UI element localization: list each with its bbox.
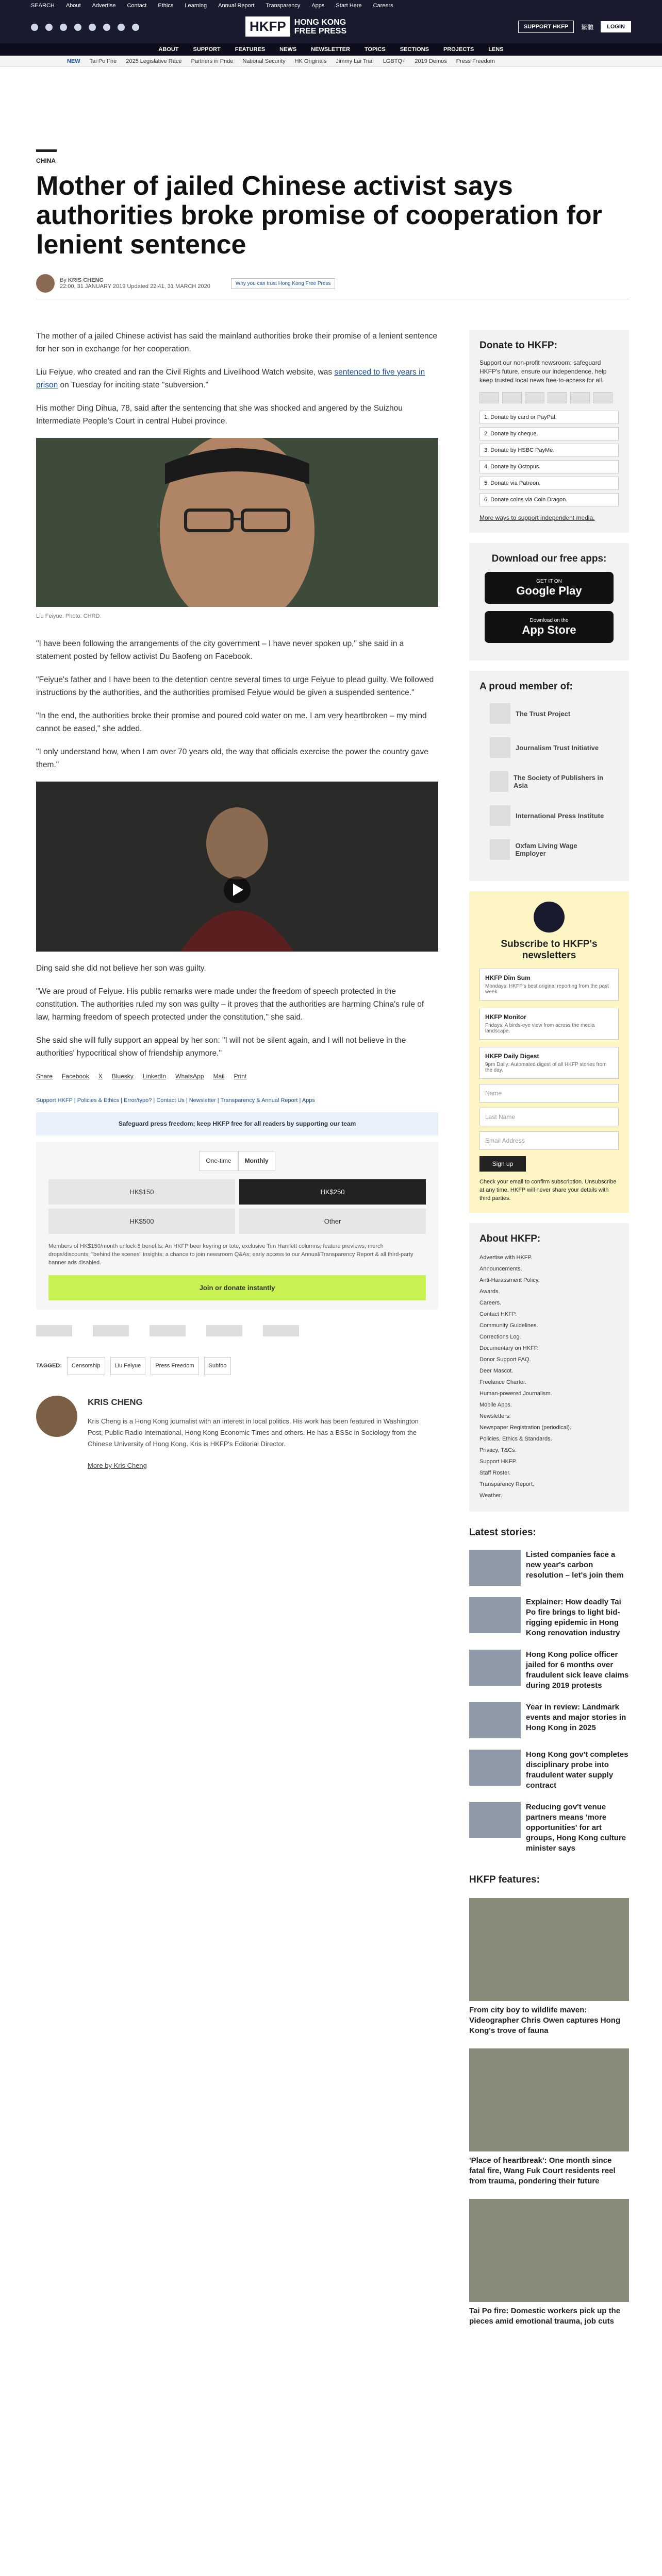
partner-logo — [150, 1325, 186, 1336]
share-mail[interactable]: Mail — [213, 1073, 225, 1080]
paragraph: "In the end, the authorities broke their promise and poured cold water on me. I am very heartbroken – my mind cannot be eased," she added. — [36, 711, 427, 733]
about-link[interactable]: Anti-Harassment Policy. — [479, 1277, 540, 1283]
member-logo[interactable]: International Press Institute — [490, 803, 608, 828]
trending-item[interactable]: Press Freedom — [456, 58, 495, 64]
topbar-item[interactable]: Advertise — [92, 3, 116, 9]
feature-item[interactable]: From city boy to wildlife maven: Videographer Chris Owen captures Hong Kong's trove of fauna — [469, 1898, 629, 2036]
nav-item[interactable]: SUPPORT — [193, 46, 221, 53]
topbar-item[interactable]: Transparency — [266, 3, 301, 9]
author-bio — [36, 1396, 438, 1482]
instagram-icon[interactable] — [60, 24, 67, 31]
paragraph: "We are proud of Feiyue. His public remarks were made under the freedom of speech protected in the constitution. The authorities ruled my son was guilty – it proves that the authorities are harming China's rule of law, harming freedom of speech protected under the constitution," she said. — [36, 987, 424, 1022]
partner-logo — [263, 1325, 299, 1336]
about-link[interactable]: Donor Support FAQ. — [479, 1357, 531, 1363]
feature-item[interactable]: 'Place of heartbreak': One month since fatal fire, Wang Fuk Court residents reel from trauma, pondering their future — [469, 2048, 629, 2187]
author-name[interactable]: KRIS CHENG — [88, 1397, 143, 1407]
about-link[interactable]: Community Guidelines. — [479, 1323, 538, 1329]
partner-logos — [36, 1325, 438, 1336]
trending-item[interactable]: LGBTQ+ — [383, 58, 406, 64]
header-actions — [518, 21, 631, 33]
support-button[interactable]: SUPPORT HKFP — [518, 21, 574, 33]
about-link[interactable]: Newspaper Registration (periodical). — [479, 1425, 571, 1431]
tag[interactable]: Subfoo — [204, 1357, 231, 1375]
frequency-toggle — [48, 1151, 426, 1171]
topbar-item[interactable]: Start Here — [336, 3, 362, 9]
more-by-author[interactable]: More by Kris Cheng — [88, 1462, 147, 1469]
tag[interactable]: Press Freedom — [151, 1357, 198, 1375]
category-label[interactable]: CHINA — [36, 157, 56, 164]
topbar-item[interactable]: About — [65, 3, 81, 9]
byline-text: By KRIS CHENG 22:00, 31 JANUARY 2019 Updated 22:41, 31 MARCH 2020 — [60, 277, 210, 290]
nav-item[interactable]: FEATURES — [235, 46, 266, 53]
features-box — [469, 1874, 629, 2327]
share-facebook[interactable]: Facebook — [62, 1073, 89, 1080]
monthly-option[interactable]: Monthly — [238, 1151, 275, 1171]
donate-text: Support our non-profit newsroom: safeguard HKFP's future, ensure our independence, help keep trusted local news free-to-access for all. — [479, 359, 607, 384]
payment-logo — [570, 392, 590, 403]
amount-option[interactable]: Other — [239, 1209, 426, 1234]
logo-words: HONG KONG FREE PRESS — [294, 18, 347, 36]
payment-logo — [525, 392, 544, 403]
about-link[interactable]: Privacy, T&Cs. — [479, 1447, 517, 1453]
tag-list — [36, 1357, 438, 1375]
linkedin-icon[interactable] — [103, 24, 110, 31]
nav-item[interactable]: TOPICS — [364, 46, 386, 53]
last-name-input[interactable]: Last Name — [479, 1108, 619, 1126]
author-link[interactable]: KRIS CHENG — [68, 277, 104, 283]
partner-logo — [93, 1325, 129, 1336]
share-whatsapp[interactable]: WhatsApp — [175, 1073, 204, 1080]
apps-box — [469, 543, 629, 660]
signup-button[interactable]: Sign up — [479, 1156, 526, 1172]
article-title: Mother of jailed Chinese activist says authorities broke promise of cooperation for lenient sentence — [36, 171, 602, 260]
amount-option[interactable]: HK$250 — [239, 1179, 426, 1205]
paragraph: The mother of a jailed Chinese activist has said the mainland authorities broke their promise of a lenient sentence for her son in exchange for her cooperation. — [36, 332, 438, 353]
category-rule — [36, 149, 57, 152]
latest-item[interactable]: Listed companies face a new year's carbon resolution – let's join them — [469, 1550, 629, 1586]
nav-item[interactable]: NEWSLETTER — [311, 46, 350, 53]
latest-item[interactable]: Hong Kong police officer jailed for 6 months over fraudulent sick leave claims during 2019 protests — [469, 1650, 629, 1691]
author-description: Kris Cheng is a Hong Kong journalist with an interest in local politics. His work has been featured in Washington Post, Public Radio International, Hong Kong Economic Times and others. He has a BSSc in Sociology from the Chinese University of Hong Kong. Kris is HKFP's Editorial Director. — [88, 1417, 419, 1448]
tag[interactable]: Censorship — [67, 1357, 105, 1375]
about-link[interactable]: Freelance Charter. — [479, 1379, 527, 1385]
google-play-badge[interactable]: GET IT ON Google Play — [485, 572, 614, 604]
about-link[interactable]: Support HKFP. — [479, 1459, 517, 1465]
topbar-item[interactable]: SEARCH — [31, 3, 55, 9]
partner-logo — [36, 1325, 72, 1336]
about-box — [469, 1223, 629, 1512]
payment-logo — [548, 392, 567, 403]
nav-item[interactable]: NEWS — [279, 46, 297, 53]
paragraph: "I only understand how, when I am over 70 years old, the way that officials exercise the power the country gave them." — [36, 748, 428, 769]
latest-stories — [469, 1527, 629, 1854]
site-header — [0, 11, 662, 43]
safeguard-banner[interactable]: Safeguard press freedom; keep HKFP free for all readers by supporting our team — [36, 1112, 438, 1136]
byline — [36, 274, 629, 293]
latest-title: Latest stories: — [469, 1527, 536, 1538]
trending-item[interactable]: Tai Po Fire — [89, 58, 117, 64]
threads-icon[interactable] — [74, 24, 81, 31]
video-embed[interactable] — [36, 782, 438, 952]
newsletter-note: Check your email to confirm subscription. Unsubscribe at any time. HKFP will never share your details with third parties. — [479, 1179, 617, 1201]
about-links — [479, 1252, 619, 1501]
feature-item[interactable]: Tai Po fire: Domestic workers pick up the pieces amid emotional trauma, job cuts — [469, 2199, 629, 2327]
about-link[interactable]: Deer Mascot. — [479, 1368, 514, 1374]
donate-box — [469, 330, 629, 533]
top-utility-bar — [0, 0, 662, 11]
member-logo[interactable]: Oxfam Living Wage Employer — [490, 837, 608, 862]
about-link[interactable]: Corrections Log. — [479, 1334, 521, 1340]
amount-option[interactable]: HK$150 — [48, 1179, 235, 1205]
payment-logo — [593, 392, 613, 403]
app-store-badge[interactable]: Download on the App Store — [485, 611, 614, 643]
about-link[interactable]: Careers. — [479, 1300, 502, 1306]
about-link[interactable]: Announcements. — [479, 1266, 522, 1272]
one-time-option[interactable]: One-time — [199, 1151, 238, 1171]
main-nav — [0, 43, 662, 56]
tagged-label: TAGGED: — [36, 1363, 62, 1369]
apps-title: Download our free apps: — [491, 553, 607, 564]
login-button[interactable]: LOGIN — [601, 21, 631, 32]
trust-link[interactable]: Why you can trust Hong Kong Free Press — [231, 278, 336, 289]
payment-logo — [479, 392, 499, 403]
sidebar — [469, 330, 629, 2327]
about-link[interactable]: Awards. — [479, 1289, 500, 1295]
language-toggle[interactable]: 繁體 — [581, 23, 594, 31]
about-link[interactable]: Transparency Report. — [479, 1481, 534, 1487]
payment-logos — [479, 392, 619, 403]
donate-options — [479, 411, 619, 506]
latest-item[interactable]: Year in review: Landmark events and major stories in Hong Kong in 2025 — [469, 1702, 629, 1738]
site-logo[interactable] — [245, 16, 346, 37]
share-label: Share — [36, 1073, 53, 1080]
newsletter-option[interactable]: HKFP Monitor Fridays: A birds-eye view from across the media landscape. — [479, 1008, 619, 1040]
amount-option[interactable]: HK$500 — [48, 1209, 235, 1234]
more-ways-link[interactable]: More ways to support independent media. — [479, 514, 595, 521]
paragraph: She said she will fully support an appeal by her son: "I will not be silent again, and I will not believe in the authorities' hypocritical show of friendship anymore." — [36, 1036, 406, 1058]
x-icon[interactable] — [45, 24, 53, 31]
paragraph: "Feiyue's father and I have been to the detention centre several times to urge Feiyue to plead guilty. We followed instructions by the authorities, and the authorities promised Feiyue would be given a suspended sentence." — [36, 675, 434, 697]
member-logo[interactable]: The Society of Publishers in Asia — [490, 769, 608, 794]
payment-logo — [502, 392, 522, 403]
newsletter-box — [469, 891, 629, 1213]
trending-item[interactable]: 2025 Legislative Race — [126, 58, 182, 64]
topbar-item[interactable]: Contact — [127, 3, 147, 9]
member-benefits: Members of HK$150/month unlock 8 benefits: An HKFP beer keyring or tote; exclusive Tim Hamlett columns; feature previews; merch drops/discounts; "behind the scenes" insights; a chance to join newsroom Q&As; early access to our Annual/Transparency Report & all third-party banner ads disabled. — [48, 1243, 413, 1266]
newsletter-option[interactable]: HKFP Dim Sum Mondays: HKFP's best original reporting from the past week. — [479, 969, 619, 1001]
latest-item[interactable]: Reducing gov't venue partners means 'more opportunities' for art groups, Hong Kong culture minister says — [469, 1802, 629, 1854]
donate-option[interactable]: 5. Donate via Patreon. — [479, 477, 619, 490]
topbar-item[interactable]: Apps — [311, 3, 325, 9]
about-link[interactable]: Staff Roster. — [479, 1470, 511, 1476]
about-link[interactable]: Newsletters. — [479, 1413, 511, 1419]
trending-item[interactable]: National Security — [242, 58, 286, 64]
member-logo[interactable]: Journalism Trust Initiative — [490, 735, 608, 760]
youtube-icon[interactable] — [89, 24, 96, 31]
newsletter-option[interactable]: HKFP Daily Digest 9pm Daily: Automated digest of all HKFP stories from the day. — [479, 1047, 619, 1079]
features-title: HKFP features: — [469, 1874, 540, 1885]
nav-item[interactable]: ABOUT — [158, 46, 179, 53]
hkfp-badge-icon — [534, 902, 565, 933]
donate-option[interactable]: 1. Donate by card or PayPal. — [479, 411, 619, 424]
nav-item[interactable]: LENS — [488, 46, 504, 53]
nav-item[interactable]: PROJECTS — [443, 46, 474, 53]
donation-widget — [36, 1142, 438, 1310]
donate-option[interactable]: 2. Donate by cheque. — [479, 427, 619, 440]
photo-caption: Liu Feiyue. Photo: CHRD. — [36, 613, 102, 619]
paragraph: Ding said she did not believe her son was guilty. — [36, 964, 206, 973]
trending-bar — [0, 56, 662, 67]
about-link[interactable]: Human-powered Journalism. — [479, 1391, 552, 1397]
new-label: NEW — [67, 58, 80, 64]
social-icons — [31, 24, 139, 31]
about-link[interactable]: Mobile Apps. — [479, 1402, 512, 1408]
publish-dates: 22:00, 31 JANUARY 2019 Updated 22:41, 31 MARCH 2020 — [60, 283, 210, 290]
share-x[interactable]: X — [98, 1073, 103, 1080]
about-link[interactable]: Weather. — [479, 1493, 502, 1499]
trending-item[interactable]: HK Originals — [294, 58, 327, 64]
sentence-link[interactable]: sentenced to five years in prison — [36, 368, 425, 389]
donate-option[interactable]: 3. Donate by HSBC PayMe. — [479, 444, 619, 457]
amount-grid — [48, 1179, 426, 1234]
partner-logo — [206, 1325, 242, 1336]
share-bluesky[interactable]: Bluesky — [111, 1073, 134, 1080]
liu-feiyue-photo — [36, 438, 438, 607]
name-input[interactable]: Name — [479, 1084, 619, 1103]
donate-option[interactable]: 4. Donate by Octopus. — [479, 460, 619, 473]
email-input[interactable]: Email Address — [479, 1131, 619, 1150]
paragraph: Liu Feiyue, who created and ran the Civil Rights and Livelihood Watch website, was sentenced to five years in prison on Tuesday for inciting state "subversion." — [36, 368, 425, 389]
author-avatar — [36, 274, 55, 293]
article-header — [36, 149, 629, 299]
logo-mark: HKFP — [245, 16, 290, 37]
share-print[interactable]: Print — [234, 1073, 247, 1080]
donate-option[interactable]: 6. Donate coins via Coin Dragon. — [479, 493, 619, 506]
trending-item[interactable]: Jimmy Lai Trial — [336, 58, 374, 64]
member-title: A proud member of: — [479, 681, 573, 692]
share-linkedin[interactable]: LinkedIn — [142, 1073, 167, 1080]
about-link[interactable]: Documentary on HKFP. — [479, 1345, 539, 1351]
email-icon[interactable] — [132, 24, 139, 31]
share-bar — [36, 1070, 438, 1083]
paragraph: His mother Ding Dihua, 78, said after the sentencing that she was shocked and angered by the Suizhou Intermediate People's Court in central Hubei province. — [36, 404, 403, 426]
latest-item[interactable]: Hong Kong gov't completes disciplinary probe into fraudulent water supply contract — [469, 1750, 629, 1791]
trending-item[interactable]: 2019 Demos — [415, 58, 447, 64]
topbar-item[interactable]: Careers — [373, 3, 393, 9]
topbar-item[interactable]: Learning — [185, 3, 207, 9]
member-box — [469, 671, 629, 881]
paragraph: "I have been following the arrangements of the city government – I have never spoken up," she said in a statement posted by fellow activist Du Baofeng on Facebook. — [36, 639, 404, 661]
about-title: About HKFP: — [479, 1233, 541, 1244]
facebook-icon[interactable] — [31, 24, 38, 31]
about-link[interactable]: Policies, Ethics & Standards. — [479, 1436, 552, 1442]
topbar-item[interactable]: Annual Report — [218, 3, 255, 9]
tag[interactable]: Liu Feiyue — [110, 1357, 146, 1375]
rss-icon[interactable] — [118, 24, 125, 31]
newsletter-title: Subscribe to HKFP's newsletters — [501, 939, 598, 961]
about-link[interactable]: Advertise with HKFP. — [479, 1255, 533, 1261]
member-logo[interactable]: The Trust Project — [490, 701, 608, 726]
trending-item[interactable]: Partners in Pride — [191, 58, 234, 64]
article-footer-links[interactable]: Support HKFP | Policies & Ethics | Error/typo? | Contact Us | Newsletter | Transparency & Annual Report | Apps — [36, 1097, 315, 1104]
topbar-item[interactable]: Ethics — [158, 3, 174, 9]
nav-item[interactable]: SECTIONS — [400, 46, 429, 53]
author-photo — [36, 1396, 77, 1437]
latest-item[interactable]: Explainer: How deadly Tai Po fire brings to light bid-rigging epidemic in Hong Kong renovation industry — [469, 1597, 629, 1638]
donate-title: Donate to HKFP: — [479, 340, 557, 351]
about-link[interactable]: Contact HKFP. — [479, 1311, 517, 1317]
article-body — [36, 330, 438, 1482]
join-button[interactable]: Join or donate instantly — [48, 1275, 426, 1300]
